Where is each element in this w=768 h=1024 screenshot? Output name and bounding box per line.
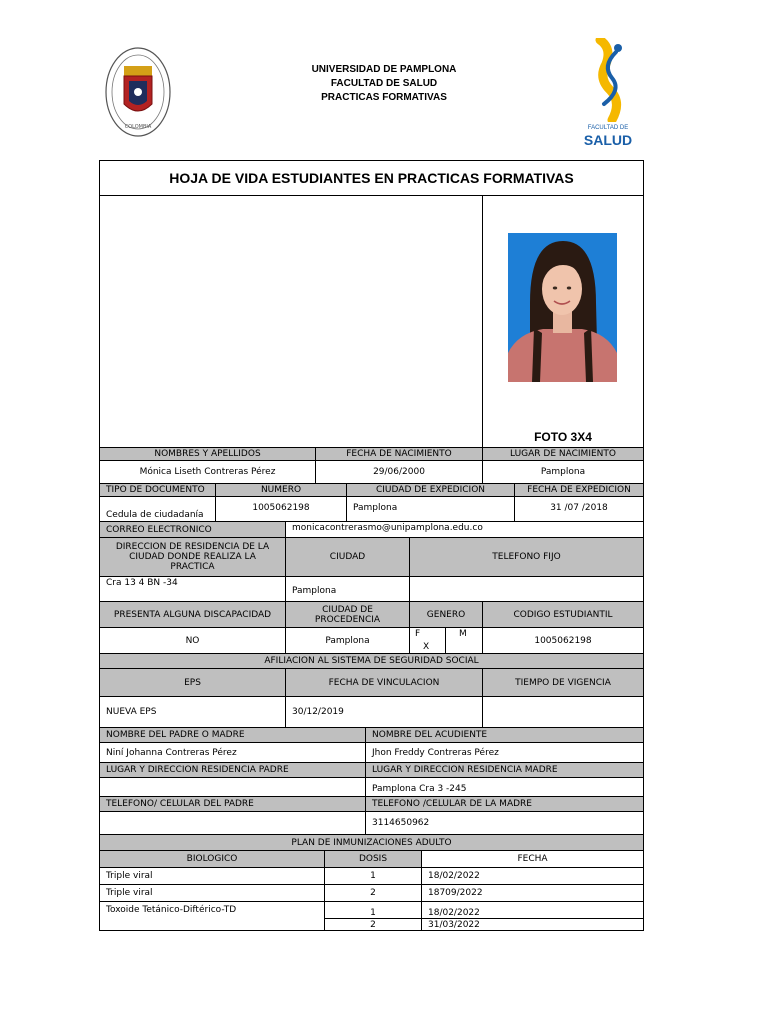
header-direccion: DIRECCION DE RESIDENCIA DE LA CIUDAD DONDE REALIZA LA PRACTICA [99, 537, 286, 577]
genero-m-cell [445, 627, 483, 654]
header-fecha-vinculacion: FECHA DE VINCULACION [285, 668, 483, 697]
value-lugar-nacimiento: Pamplona [482, 460, 644, 484]
photo-divider [482, 196, 483, 447]
header-telefono-padre: TELEFONO/ CELULAR DEL PADRE [99, 796, 366, 812]
value-codigo-estudiantil: 1005062198 [482, 627, 644, 654]
vacuna-row-3-biologico: Toxoide Tetánico-Diftérico-TD [99, 901, 325, 931]
university-seal-logo [104, 46, 172, 138]
value-telefono-fijo [409, 576, 644, 602]
document-header [260, 63, 508, 105]
header-nombres: NOMBRES Y APELLIDOS [99, 447, 316, 461]
header-ciudad-expedicion: CIUDAD DE EXPEDICION [346, 483, 515, 497]
header-telefono-madre: TELEFONO /CELULAR DE LA MADRE [365, 796, 644, 812]
header-program: PRACTICAS FORMATIVAS [321, 92, 447, 103]
value-numero: 1005062198 [215, 496, 347, 522]
vacuna-row-4-dosis: 2 [324, 918, 422, 931]
header-fecha-nacimiento: FECHA DE NACIMIENTO [315, 447, 483, 461]
header-university: UNIVERSIDAD DE PAMPLONA [311, 64, 457, 75]
value-tiempo-vigencia [482, 696, 644, 728]
header-ciudad-procedencia: CIUDAD DE PROCEDENCIA [285, 601, 410, 628]
value-nombres: Mónica Liseth Contreras Pérez [99, 460, 316, 484]
genero-f-cell [409, 627, 446, 654]
value-telefono-madre: 3114650962 [365, 811, 644, 835]
header-telefono-fijo: TELEFONO FIJO [409, 537, 644, 577]
value-tipo-documento: Cedula de ciudadanía [99, 496, 216, 522]
header-nombre-padre: NOMBRE DEL PADRE O MADRE [99, 727, 366, 743]
header-fecha-vacuna: FECHA [421, 850, 644, 868]
value-direccion: Cra 13 4 BN -34 [99, 576, 286, 602]
header-inmunizaciones: PLAN DE INMUNIZACIONES ADULTO [99, 834, 644, 851]
header-biologico: BIOLOGICO [99, 850, 325, 868]
vacuna-row-1-fecha: 18/02/2022 [421, 867, 644, 885]
form-title: HOJA DE VIDA ESTUDIANTES EN PRACTICAS FORMATIVAS [100, 161, 643, 196]
vacuna-row-1-dosis: 1 [324, 867, 422, 885]
genero-f-label: F [415, 629, 421, 639]
header-residencia-madre: LUGAR Y DIRECCION RESIDENCIA MADRE [365, 762, 644, 778]
vacuna-row-4-fecha: 31/03/2022 [421, 918, 644, 931]
header-codigo-estudiantil: CODIGO ESTUDIANTIL [482, 601, 644, 628]
header-numero: NUMERO [215, 483, 347, 497]
value-nombre-acudiente: Jhon Freddy Contreras Pérez [365, 742, 644, 763]
header-tipo-documento: TIPO DE DOCUMENTO [99, 483, 216, 497]
header-tiempo-vigencia: TIEMPO DE VIGENCIA [482, 668, 644, 697]
facultad-salud-logo [582, 38, 634, 150]
header-correo: CORREO ELECTRONICO [99, 521, 286, 538]
value-residencia-padre [99, 777, 366, 797]
seal-bottom-text: COLOMBIA [124, 124, 152, 130]
value-discapacidad: NO [99, 627, 286, 654]
header-faculty: FACULTAD DE SALUD [330, 78, 438, 89]
header-ciudad: CIUDAD [285, 537, 410, 577]
logo-text-main: SALUD [583, 132, 633, 148]
vacuna-row-2-dosis: 2 [324, 884, 422, 902]
vacuna-row-2-biologico: Triple viral [99, 884, 325, 902]
header-genero: GENERO [409, 601, 483, 628]
value-fecha-expedicion: 31 /07 /2018 [514, 496, 644, 522]
value-nombre-padre: Niní Johanna Contreras Pérez [99, 742, 366, 763]
value-fecha-vinculacion: 30/12/2019 [285, 696, 483, 728]
value-correo: monicacontrerasmo@unipamplona.edu.co [285, 521, 644, 538]
genero-f-mark: X [423, 642, 430, 652]
value-ciudad: Pamplona [285, 576, 410, 602]
header-nombre-acudiente: NOMBRE DEL ACUDIENTE [365, 727, 644, 743]
vacuna-row-3-dosis: 1 [324, 901, 422, 919]
header-dosis: DOSIS [324, 850, 422, 868]
value-ciudad-procedencia: Pamplona [285, 627, 410, 654]
value-ciudad-expedicion: Pamplona [346, 496, 515, 522]
header-fecha-expedicion: FECHA DE EXPEDICION [514, 483, 644, 497]
value-eps: NUEVA EPS [99, 696, 286, 728]
header-seguridad-social: AFILIACION AL SISTEMA DE SEGURIDAD SOCIAL [99, 653, 644, 669]
logo-text-top: FACULTAD DE [587, 125, 629, 131]
student-photo [508, 233, 617, 382]
value-fecha-nacimiento: 29/06/2000 [315, 460, 483, 484]
vacuna-row-1-biologico: Triple viral [99, 867, 325, 885]
vacuna-row-3-fecha: 18/02/2022 [421, 901, 644, 919]
header-residencia-padre: LUGAR Y DIRECCION RESIDENCIA PADRE [99, 762, 366, 778]
photo-label: FOTO 3X4 [534, 430, 592, 444]
header-eps: EPS [99, 668, 286, 697]
header-lugar-nacimiento: LUGAR DE NACIMIENTO [482, 447, 644, 461]
header-discapacidad: PRESENTA ALGUNA DISCAPACIDAD [99, 601, 286, 628]
vacuna-row-2-fecha: 18709/2022 [421, 884, 644, 902]
value-telefono-padre [99, 811, 366, 835]
genero-m-label: M [459, 629, 467, 639]
value-residencia-madre: Pamplona Cra 3 -245 [365, 777, 644, 797]
